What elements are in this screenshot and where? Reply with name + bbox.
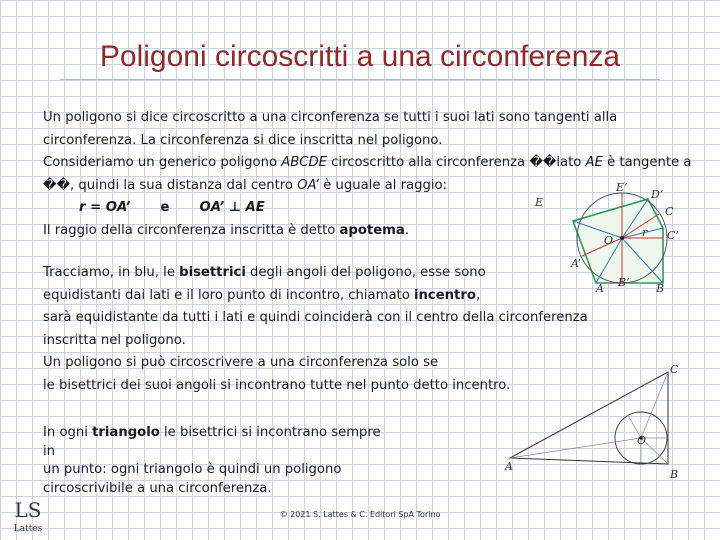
text-span: le bisettrici si incontrano sempre in: [43, 425, 381, 459]
label-B: B: [656, 282, 665, 295]
text-span: un punto: ogni triangolo è quindi un poligono: [43, 462, 342, 477]
label-A: A: [596, 282, 604, 295]
logo-letters: LS: [14, 498, 42, 522]
text-span: lato: [556, 155, 586, 171]
label-C: C: [665, 205, 674, 218]
paragraph-triangle: [43, 424, 393, 498]
text-span: .: [404, 222, 410, 238]
text-line: [43, 152, 693, 175]
text-span: , quindi la sua distanza dal centro: [70, 177, 298, 193]
title-divider: [60, 79, 660, 80]
term-triangolo: triangolo: [92, 425, 160, 440]
term-bisettrici: bisettrici: [179, 265, 246, 280]
label-B-prime: B’: [618, 276, 630, 289]
bisector-lines: [510, 372, 668, 464]
text-span: circoscritto alla circonferenza: [326, 155, 530, 171]
text-line: [43, 461, 393, 480]
text-span: ,: [475, 287, 481, 303]
text-line: [43, 424, 393, 461]
label-B: B: [670, 468, 679, 481]
side-name: AE: [585, 155, 603, 171]
text-span: Un poligono si dice circoscritto a una circonferenza se tutti i suoi lati sono tangenti alla: [43, 110, 618, 125]
text-line: [43, 262, 603, 285]
text-span: degli angoli del poligono, esse sono: [245, 265, 486, 280]
text-line: [43, 107, 693, 130]
term-apotema: apotema: [339, 222, 405, 238]
label-O: O: [637, 434, 647, 447]
text-span: Tracciamo, in blu, le: [43, 265, 180, 280]
text-span: equidistanti dai lati e il loro punto di incontro, chiamato: [43, 287, 414, 303]
figure-triangle-incircle: [502, 360, 687, 485]
missing-glyph: ��: [529, 155, 557, 171]
text-span: è uguale al raggio:: [319, 177, 447, 193]
label-D-prime: D’: [651, 188, 664, 201]
text-span: inscritta nel poligono.: [43, 332, 186, 348]
formula-and: e: [160, 200, 170, 216]
text-span: In ogni: [43, 425, 93, 440]
formula-perpendicular: OA’ ⊥ AE: [199, 200, 265, 216]
text-line: [43, 130, 693, 153]
label-C-prime: C’: [667, 229, 679, 242]
center-point: [620, 236, 624, 240]
figure-circumscribed-pentagon: [530, 178, 690, 296]
text-span: Consideriamo un generico poligono: [43, 155, 282, 171]
label-A: A: [505, 460, 513, 473]
publisher-logo: [8, 498, 48, 540]
text-line: [43, 330, 603, 353]
copyright-footer: © 2021 S. Lattes & C. Editori SpA Torino: [279, 510, 441, 519]
triangle-shape: [510, 372, 668, 464]
page-title: Poligoni circoscritti a una circonferenza: [99, 40, 621, 73]
text-line: [43, 307, 603, 330]
missing-glyph: ��: [43, 177, 71, 193]
polygon-name: ABCDE: [281, 155, 327, 171]
label-E: E: [535, 196, 544, 209]
text-line: [43, 285, 603, 308]
label-A-prime: A’: [571, 257, 581, 270]
formula-radius: r = OA’: [79, 200, 131, 216]
text-span: le bisettrici dei suoi angoli si incontrano tutte nel punto detto incentro.: [43, 377, 511, 393]
text-span: sarà equidistante da tutti i lati e quindi coinciderà con il centro della circonferenza: [43, 310, 588, 326]
logo-word: Lattes: [13, 524, 43, 534]
label-C: C: [670, 363, 679, 376]
pentagon-shape: [573, 199, 663, 283]
term-incentro: incentro: [414, 287, 476, 303]
label-r: r: [642, 226, 648, 239]
label-O: O: [604, 234, 614, 247]
segment-name: OA’: [297, 177, 319, 193]
text-line: [43, 480, 393, 499]
label-E-prime: E’: [616, 181, 628, 194]
text-span: circoscrivibile a una circonferenza.: [43, 480, 272, 496]
text-span: Un poligono si può circoscrivere a una circonferenza solo se: [43, 355, 439, 371]
text-span: Il raggio della circonferenza inscritta è detto: [43, 222, 340, 238]
text-span: circonferenza. La circonferenza si dice inscritta nel poligono.: [43, 132, 443, 148]
text-span: è tangente a: [602, 155, 692, 171]
